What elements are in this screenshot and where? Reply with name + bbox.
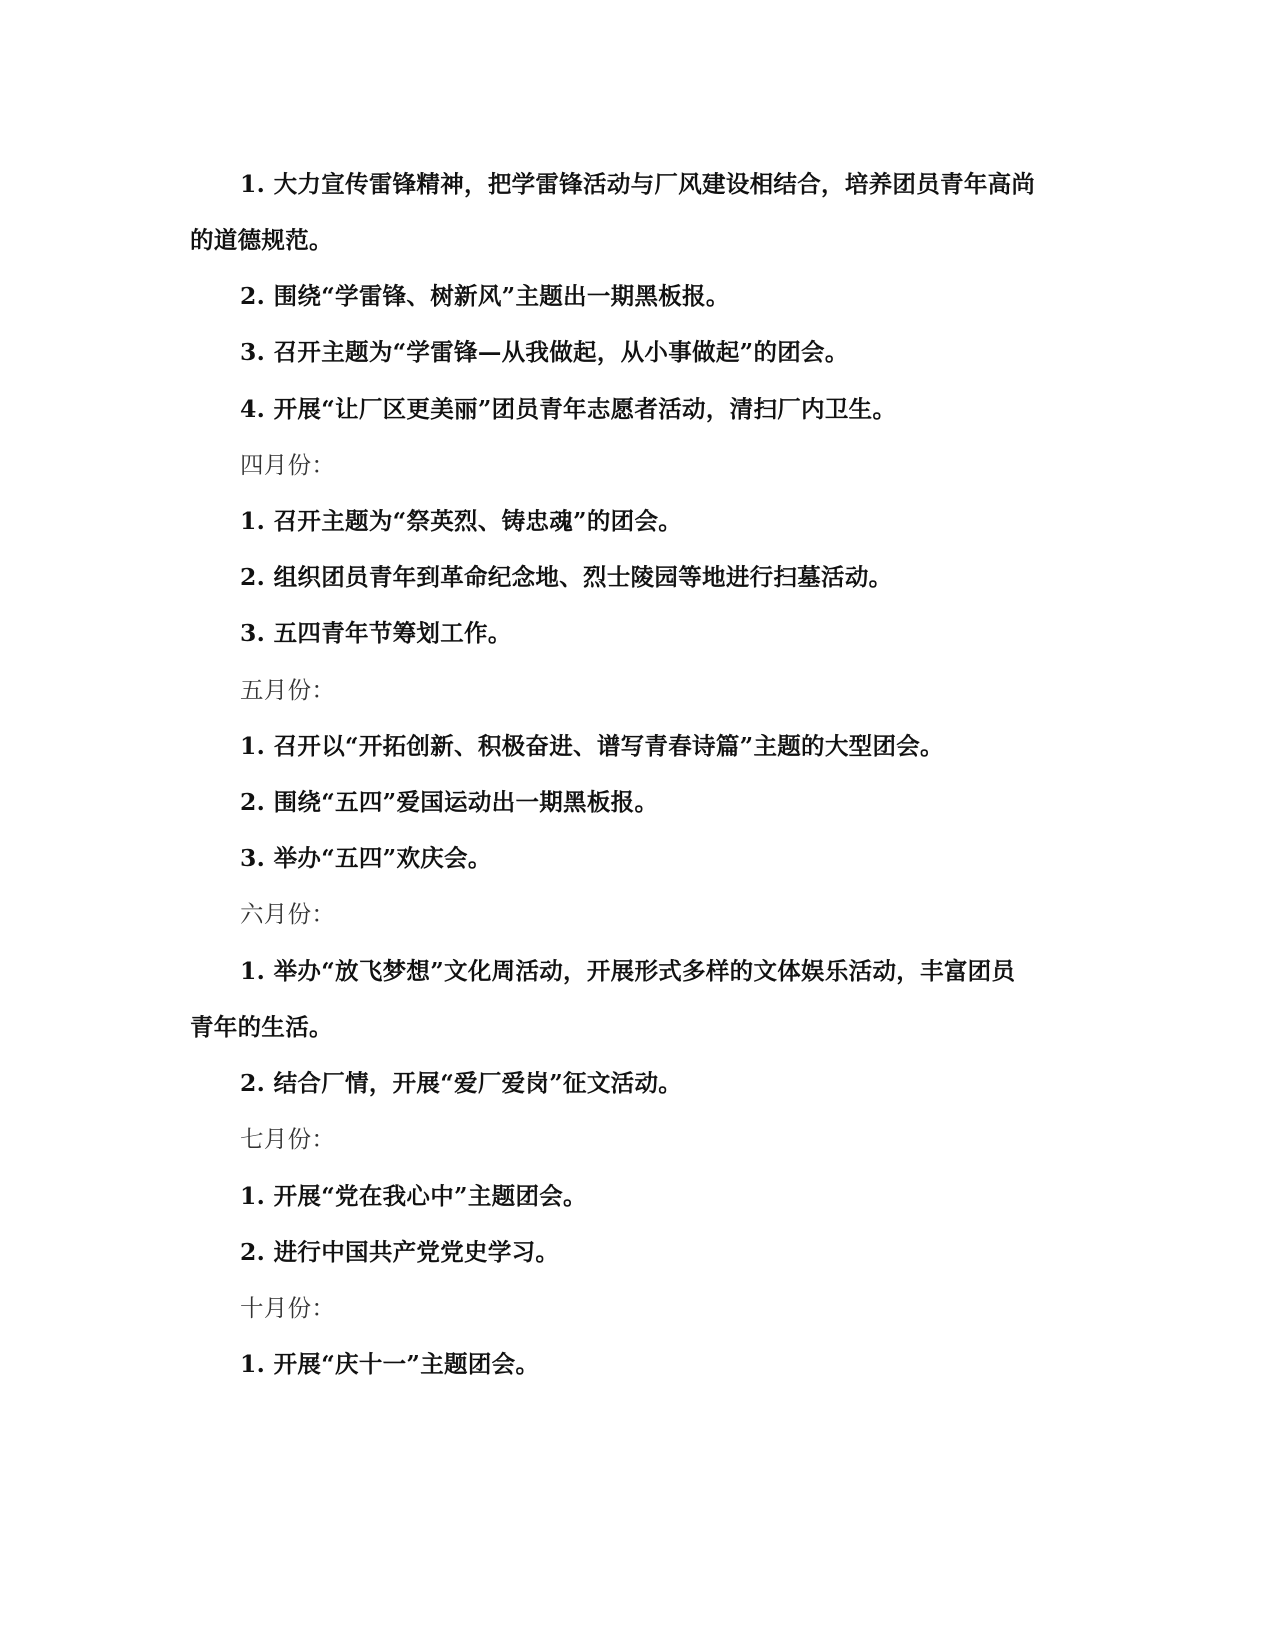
plan-item-june-1-continued: 青年的生活。 [190,1013,333,1041]
plan-item-may-2: 2. 围绕“五四”爱国运动出一期黑板报。 [240,788,659,816]
plan-item-march-4: 4. 开展“让厂区更美丽”团员青年志愿者活动，清扫厂内卫生。 [240,395,897,423]
month-heading-june: 六月份： [240,900,336,928]
plan-item-july-1: 1. 开展“党在我心中”主题团会。 [240,1182,587,1210]
month-heading-july: 七月份： [240,1125,336,1153]
plan-item-march-3: 3. 召开主题为“学雷锋—从我做起，从小事做起”的团会。 [240,338,849,366]
plan-item-july-2: 2. 进行中国共产党党史学习。 [240,1238,560,1266]
plan-item-april-3: 3. 五四青年节筹划工作。 [240,619,512,647]
plan-item-april-1: 1. 召开主题为“祭英烈、铸忠魂”的团会。 [240,507,683,535]
plan-item-june-1: 1. 举办“放飞梦想”文化周活动，开展形式多样的文体娱乐活动，丰富团员 [240,957,1016,985]
plan-item-march-2: 2. 围绕“学雷锋、树新风”主题出一期黑板报。 [240,282,730,310]
month-heading-october: 十月份： [240,1294,336,1322]
month-heading-april: 四月份： [240,451,336,479]
plan-item-may-1: 1. 召开以“开拓创新、积极奋进、谱写青春诗篇”主题的大型团会。 [240,732,944,760]
plan-item-october-1: 1. 开展“庆十一”主题团会。 [240,1350,540,1378]
plan-item-april-2: 2. 组织团员青年到革命纪念地、烈士陵园等地进行扫墓活动。 [240,563,893,591]
month-heading-may: 五月份： [240,676,336,704]
plan-item-may-3: 3. 举办“五四”欢庆会。 [240,844,492,872]
plan-item-june-2: 2. 结合厂情，开展“爱厂爱岗”征文活动。 [240,1069,683,1097]
plan-item-march-1: 1. 大力宣传雷锋精神，把学雷锋活动与厂风建设相结合，培养团员青年高尚 [240,170,1036,198]
plan-item-march-1-continued: 的道德规范。 [190,226,333,254]
